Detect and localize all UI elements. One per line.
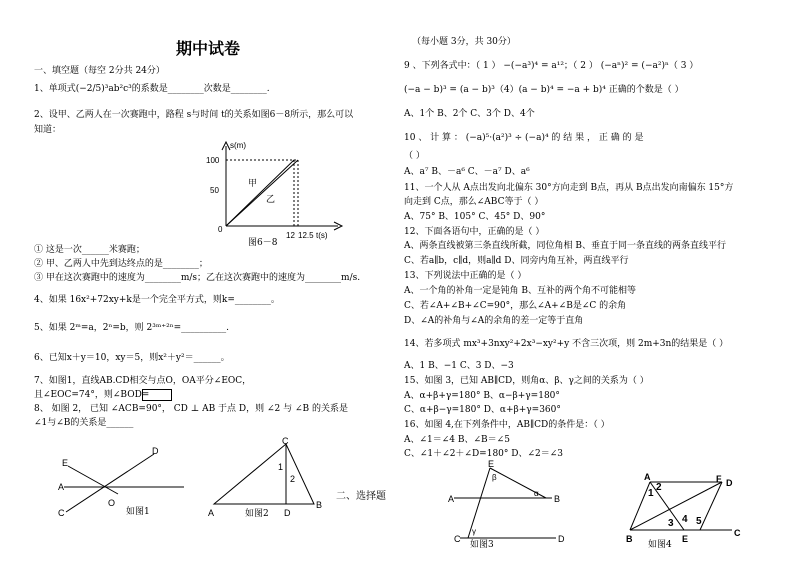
fig4-angle-3: 3 xyxy=(668,518,674,529)
question-2-part3: ③ 甲在这次赛跑中的速度为________m/s；乙在这次赛跑中的速度为________m/s. xyxy=(34,273,361,283)
fig3-point-e: E xyxy=(488,459,495,469)
fig3-point-b: B xyxy=(554,494,561,504)
fig3-point-d: D xyxy=(558,534,565,544)
figure-1-intersecting-lines xyxy=(56,442,186,524)
graph-origin: 0 xyxy=(218,225,223,234)
question-9-line1: 9 、下列各式中：（ 1 ） −(−a³)⁴ = a¹²；（ 2 ） (−aⁿ)² = (−a²)ⁿ（ 3 ） xyxy=(404,61,699,71)
fig2-angle-2: 2 xyxy=(290,474,296,484)
fig1-point-d: D xyxy=(152,446,159,456)
graph-x-axis-label: t(s) xyxy=(316,231,328,240)
graph-line-yi: 乙 xyxy=(266,194,276,204)
graph-line-jia: 甲 xyxy=(248,178,258,188)
question-12-line1: 12、下面各语句中，正确的是（ ） xyxy=(404,227,545,237)
question-16-line1: 16、如图 4,在下列条件中，AB∥CD的条件是：（ ） xyxy=(404,420,610,430)
question-7-line1: 7、如图1，直线AB.CD相交与点O，OA平分∠EOC， xyxy=(34,376,252,386)
question-10-line1: 10 、 计 算 ： (−a)⁵·(a²)³ ÷ (−a)⁴ 的 结 果 ， 正 确 的 是 xyxy=(404,133,644,143)
question-4: 4、如果 16x²+72xy+k是一个完全平方式，则k=________。 xyxy=(34,295,280,305)
question-8-line2: ∠1与∠B的关系是______ xyxy=(34,418,134,428)
question-16-line3: C、∠1＋∠2＋∠D=180° D、∠2＝∠3 xyxy=(404,449,564,459)
fig4-angle-1: 1 xyxy=(648,488,654,499)
question-6: 6、已知x＋y＝10，xy＝5，则x²＋y²＝______。 xyxy=(34,353,230,363)
graph-y-axis-label: s(m) xyxy=(230,141,246,150)
graph-tick-50: 50 xyxy=(210,186,219,195)
question-13-line2: A、一个角的补角一定是钝角 B、互补的两个角不可能相等 xyxy=(404,286,636,296)
question-10-line2: （ ） xyxy=(404,151,425,161)
question-14-options: A、1 B、−1 C、3 D、−3 xyxy=(404,361,514,371)
fig1-point-o: O xyxy=(108,498,116,508)
question-13-line1: 13、下列说法中正确的是（ ） xyxy=(404,271,527,281)
question-1: 1、单项式(−2/5)³ab²c³的系数是________次数是________. xyxy=(34,84,270,94)
graph-tick-12: 12 xyxy=(286,231,295,240)
question-15-line2: A、α+β+γ=180° B、α−β+γ=180° xyxy=(404,391,560,401)
figure-3-parallel-lines xyxy=(446,458,566,550)
question-11-options: A、75° B、105° C、45° D、90° xyxy=(404,212,546,222)
graph-caption: 图6－8 xyxy=(248,238,278,248)
graph-tick-12-5: 12.5 xyxy=(298,231,314,240)
question-7-line2: 且∠EOC=74°，则∠BOD= xyxy=(34,390,150,400)
question-13-line3: C、若∠A+∠B+∠C=90°，那么∠A+∠B是∠C 的余角 xyxy=(404,301,627,311)
section-choice-title: 二、选择题 xyxy=(336,491,386,502)
question-2-part1: ① 这是一次______米赛跑； xyxy=(34,245,145,255)
fig2-angle-1: 1 xyxy=(278,462,284,472)
fig4-point-f: F xyxy=(716,474,722,484)
fig2-point-b: B xyxy=(316,500,323,510)
fig4-point-d: D xyxy=(726,478,733,488)
fig3-caption: 如图3 xyxy=(470,540,494,550)
question-12-line3: C、若a∥b，c∥d，则a∥d D、同旁内角互补，两直线平行 xyxy=(404,256,629,266)
fig3-angle-gamma: γ xyxy=(472,527,476,536)
question-2-line2: 知道： xyxy=(34,125,62,135)
question-13-line4: D、∠A的补角与∠A的余角的差一定等于直角 xyxy=(404,316,584,326)
question-2-part2: ② 甲、乙两人中先到达终点的是________； xyxy=(34,259,208,269)
fig4-point-c: C xyxy=(734,528,741,538)
question-16-line2: A、∠1＝∠4 B、∠B＝∠5 xyxy=(404,435,510,445)
section-choice-header: （每小题 3分，共 30分） xyxy=(412,37,516,47)
fig2-point-c: C xyxy=(282,436,289,446)
fig3-angle-beta: β xyxy=(492,473,497,482)
question-9-options: A、1个 B、2个 C、3个 D、4个 xyxy=(404,109,535,119)
figure-4-quadrilateral xyxy=(620,470,750,544)
fig4-angle-2: 2 xyxy=(656,482,662,493)
fig4-point-a: A xyxy=(644,472,651,482)
fig1-caption: 如图1 xyxy=(126,507,150,517)
question-11-line1: 11、一个人从 A点出发向北偏东 30°方向走到 B点，再从 B点出发向南偏东 15°方 xyxy=(404,183,734,193)
fig3-point-a: A xyxy=(448,494,455,504)
fig2-caption: 如图2 xyxy=(245,509,269,519)
question-15-line3: C、α+β−γ=180° D、α+β+γ=360° xyxy=(404,405,561,415)
question-8-line1: 8、 如图 2， 已知 ∠ACB=90°， CD ⊥ AB 于点 D，则 ∠2 与 ∠B 的关系是 xyxy=(34,404,348,414)
question-15-line1: 15、如图 3，已知 AB∥CD，则角α、β、γ之间的关系为（ ） xyxy=(404,376,649,386)
question-14-line1: 14、若多项式 mx³+3nxy²+2x³−xy²+y 不含三次项，则 2m+3n的结果是（ ） xyxy=(404,339,729,349)
fig1-point-c: C xyxy=(58,508,65,518)
fig3-point-c: C xyxy=(454,534,461,544)
question-12-line2: A、两条直线被第三条直线所截，同位角相 B、垂直于同一条直线的两条直线平行 xyxy=(404,241,726,251)
fig4-angle-5: 5 xyxy=(696,516,702,527)
question-7-answer-box xyxy=(142,389,172,401)
section-fill-in-title: 一、填空题（每空 2分共 24分） xyxy=(34,66,165,76)
question-10-options: A、a⁷ B、－a⁶ C、－a⁷ D、a⁶ xyxy=(404,167,530,177)
fig4-point-e: E xyxy=(682,534,689,544)
distance-time-graph xyxy=(190,138,350,250)
graph-tick-100: 100 xyxy=(206,156,220,165)
question-9-line2: (−a − b)³ = (a − b)³（4）(a − b)⁴ = −a + b)⁴ 正确的个数是（ ） xyxy=(404,85,684,95)
fig2-point-a: A xyxy=(208,508,215,518)
question-5: 5、如果 2ᵐ=a，2ⁿ=b，则 2³ᵐ⁺²ⁿ=__________. xyxy=(34,323,230,333)
fig2-point-d: D xyxy=(284,508,291,518)
fig1-point-a: A xyxy=(58,482,65,492)
fig3-angle-alpha: α xyxy=(534,489,539,498)
fig4-point-b: B xyxy=(626,534,633,544)
question-2-line1: 2、设甲、乙两人在一次赛跑中，路程 s与时间 t的关系如图6－8所示，那么可以 xyxy=(34,110,354,120)
fig1-point-e: E xyxy=(62,458,69,468)
page-title: 期中试卷 xyxy=(176,39,241,58)
fig4-caption: 如图4 xyxy=(648,540,672,550)
question-11-line2: 向走到 C点，那么∠ABC等于（ ） xyxy=(404,197,544,207)
fig4-angle-4: 4 xyxy=(682,514,688,525)
